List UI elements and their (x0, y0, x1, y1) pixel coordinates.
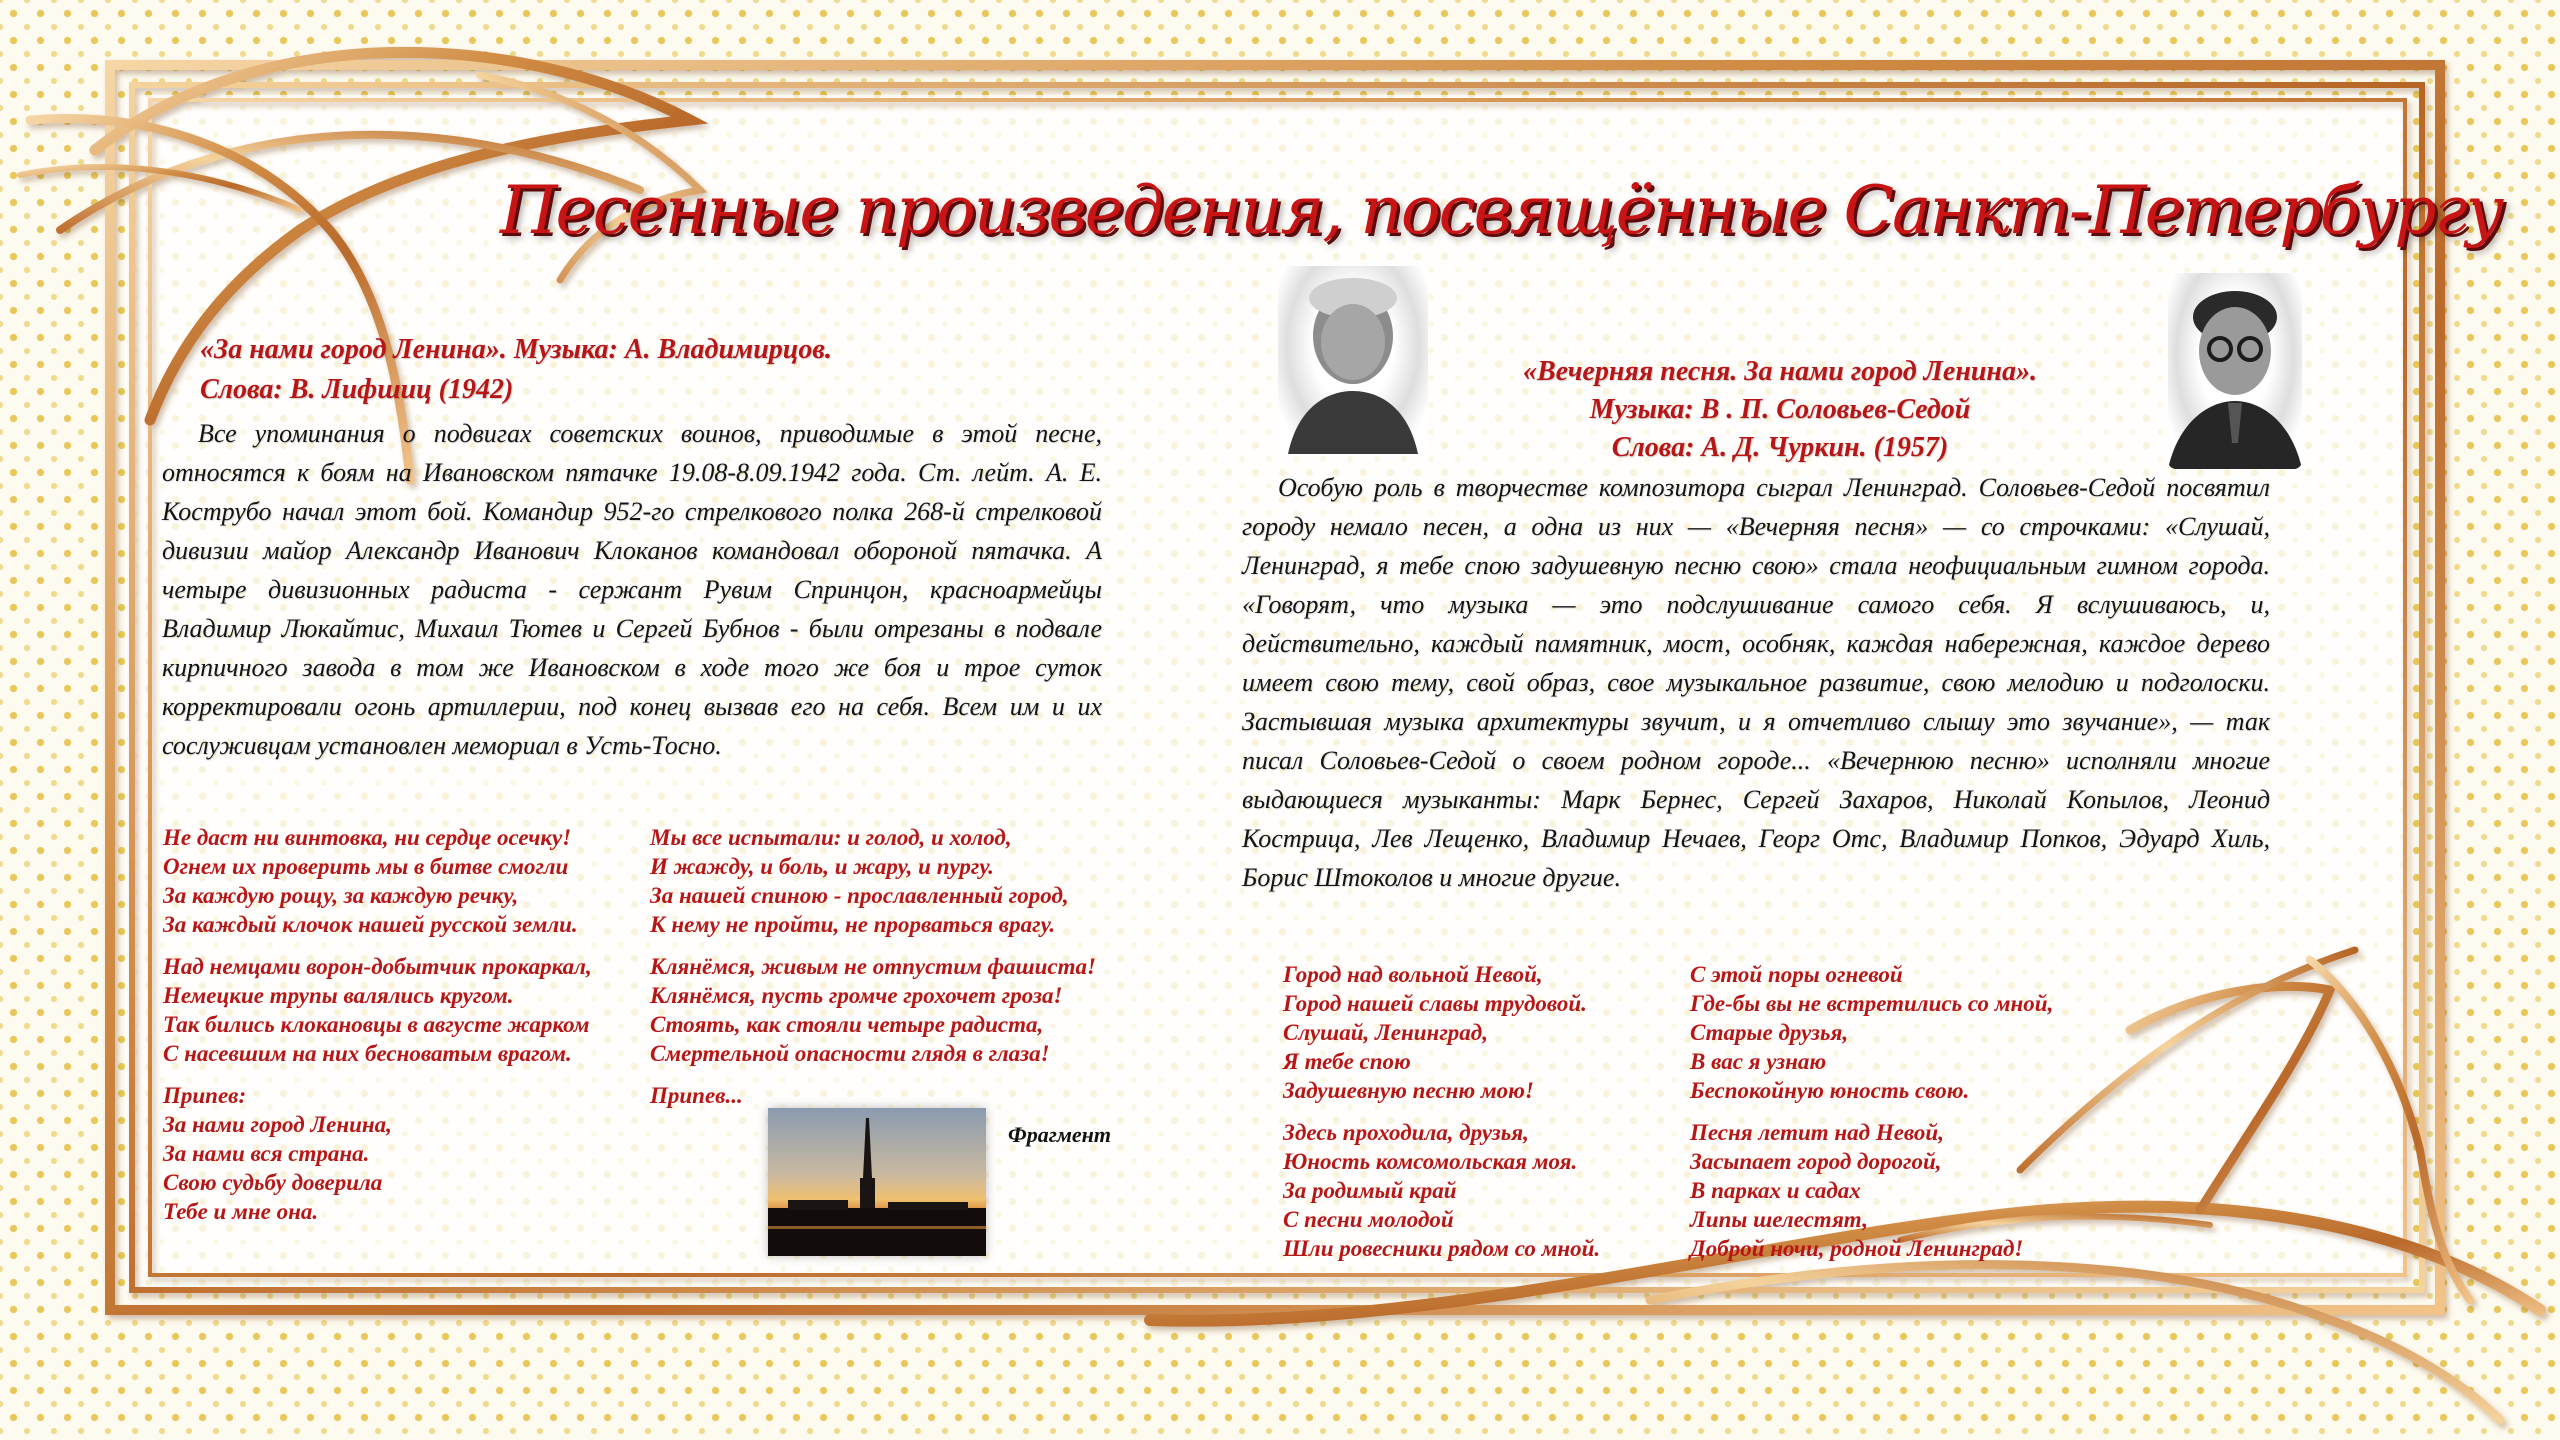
verse-line: За каждую рощу, за каждую речку, (163, 883, 519, 908)
verse-line: За нами город Ленина, (163, 1112, 392, 1137)
right-song-heading (1380, 353, 2180, 467)
verse-line: Так бились клокановцы в августе жарком (163, 1012, 590, 1037)
verse-line: Песня летит над Невой, (1690, 1120, 1944, 1145)
verse-line: Припев... (650, 1083, 743, 1108)
verse-line: С насевшим на них бесноватым врагом. (163, 1041, 572, 1066)
verse-stanza (1283, 1118, 1600, 1263)
verse-line: Припев: (163, 1083, 247, 1108)
composer-portrait-right (2168, 273, 2302, 469)
verse-line: Город нашей славы трудовой. (1283, 991, 1587, 1016)
verse-chorus (163, 1081, 592, 1226)
verse-line: Не даст ни винтовка, ни сердце осечку! (163, 825, 572, 850)
left-history-paragraph: Все упоминания о подвигах советских воинов, приводимые в этой песне, относятся к боям на Ивановском пятачке 19.08-8.09.1942 года. Ст. лейт. А. Е. Кострубо начал этот бой. Командир 952-го стрелкового полка 268-й стрелковой дивизии майор Александр Иванович Клоканов командовал обороной пятачка. А четыре дивизионных радиста - сержант Рувим Спринцон, красноармейцы Владимир Люкайтис, Михаил Тютев и Сергей Бубнов - были отрезаны в подвале кирпичного завода в том же Ивановском в ходе того же боя и трое суток корректировали огонь артиллерии, под конец вызвав его на себя. Всем им и их сослуживцам установлен мемориал в Усть-Тосно. (162, 419, 1102, 760)
verse-line: Юность комсомольская моя. (1283, 1149, 1578, 1174)
left-song-heading (200, 330, 1100, 410)
verse-line: Старые друзья, (1690, 1020, 1849, 1045)
verse-line: Шли ровесники рядом со мной. (1283, 1236, 1601, 1261)
verse-stanza (1690, 1118, 2053, 1263)
left-verse-column-2 (650, 823, 1096, 1110)
verse-line: Немецкие трупы валялись кругом. (163, 983, 514, 1008)
verse-line: И жажду, и боль, и жару, и пургу. (650, 854, 994, 879)
verse-line: С этой поры огневой (1690, 962, 1903, 987)
right-verse-column-1 (1283, 960, 1600, 1263)
verse-line: Я тебе спою (1283, 1049, 1411, 1074)
verse-stanza (650, 823, 1096, 939)
verse-stanza (650, 952, 1096, 1068)
verse-line: Мы все испытали: и голод, и холод, (650, 825, 1012, 850)
verse-line: Свою судьбу доверила (163, 1170, 383, 1195)
verse-chorus (650, 1081, 1096, 1110)
right-history-paragraph: Особую роль в творчестве композитора сыграл Ленинград. Соловьев-Седой посвятил городу немало песен, а одна из них — «Вечерняя песня» — со строчками: «Слушай, Ленинград, я тебе спою задушевную песню свою» стала неофициальным гимном города. «Говорят, что музыка — это подслушивание самого себя. Я вслушиваюсь, и, действительно, каждый памятник, мост, особняк, каждая набережная, каждое дерево имеет свою тему, свой образ, свое музыкальное развитие, свою мелодию и подголоски. Застывшая музыка архитектуры звучит, и я отчетливо слышу это звучание», — так писал Соловьев-Седой о своем родном городе... «Вечернюю песню» исполняли многие выдающиеся музыканты: Марк Бернес, Сергей Захаров, Николай Копылов, Леонид Кострица, Лев Лещенко, Владимир Нечаев, Георг Отс, Владимир Попков, Эдуард Хиль, Борис Штоколов и многие другие. (1242, 473, 2270, 892)
verse-line: Где-бы вы не встретились со мной, (1690, 991, 2054, 1016)
verse-line: За нами вся страна. (163, 1141, 370, 1166)
right-verse-column-2 (1690, 960, 2053, 1263)
right-heading-line-1: «Вечерняя песня. За нами город Ленина». (1523, 356, 2037, 387)
verse-line: В парках и садах (1690, 1178, 1861, 1203)
verse-stanza (163, 952, 592, 1068)
verse-line: Стоять, как стояли четыре радиста, (650, 1012, 1044, 1037)
fragment-label: Фрагмент (1008, 1122, 1111, 1147)
right-heading-line-2: Музыка: В . П. Соловьев-Седой (1589, 394, 1971, 425)
city-sunset-image (768, 1108, 986, 1256)
verse-line: Беспокойную юность свою. (1690, 1078, 1970, 1103)
verse-line: Слушай, Ленинград, (1283, 1020, 1488, 1045)
verse-line: Смертельной опасности глядя в глаза! (650, 1041, 1050, 1066)
verse-line: Город над вольной Невой, (1283, 962, 1543, 987)
verse-line: Огнем их проверить мы в битве смогли (163, 854, 569, 879)
verse-line: Здесь проходила, друзья, (1283, 1120, 1529, 1145)
verse-line: Липы шелестят, (1690, 1207, 1869, 1232)
verse-line: Тебе и мне она. (163, 1199, 319, 1224)
verse-line: Засыпает город дорогой, (1690, 1149, 1942, 1174)
verse-line: Над немцами ворон-добытчик прокаркал, (163, 954, 592, 979)
verse-line: К нему не пройти, не прорваться врагу. (650, 912, 1056, 937)
verse-line: В вас я узнаю (1690, 1049, 1827, 1074)
verse-line: За каждый клочок нашей русской земли. (163, 912, 578, 937)
left-heading-line-2: Слова: В. Лифшиц (1942) (200, 374, 514, 405)
verse-line: Доброй ночи, родной Ленинград! (1690, 1236, 2024, 1261)
verse-stanza (1283, 960, 1600, 1105)
verse-stanza (163, 823, 592, 939)
page-title: Песенные произведения, посвящённые Санкт-Петербургу (500, 172, 2503, 249)
right-heading-line-3: Слова: А. Д. Чуркин. (1957) (1611, 432, 1949, 463)
verse-stanza (1690, 960, 2053, 1105)
left-verse-column-1 (163, 823, 592, 1226)
verse-line: За нашей спиною - прославленный город, (650, 883, 1069, 908)
verse-line: Клянёмся, живым не отпустим фашиста! (650, 954, 1096, 979)
left-heading-line-1: «За нами город Ленина». Музыка: А. Владимирцов. (200, 334, 832, 365)
person-portrait-icon (2168, 273, 2302, 469)
verse-line: Клянёмся, пусть громче грохочет гроза! (650, 983, 1063, 1008)
spire-silhouette-icon (768, 1108, 986, 1256)
verse-line: С песни молодой (1283, 1207, 1454, 1232)
verse-line: За родимый край (1283, 1178, 1457, 1203)
verse-line: Задушевную песню мою! (1283, 1078, 1534, 1103)
